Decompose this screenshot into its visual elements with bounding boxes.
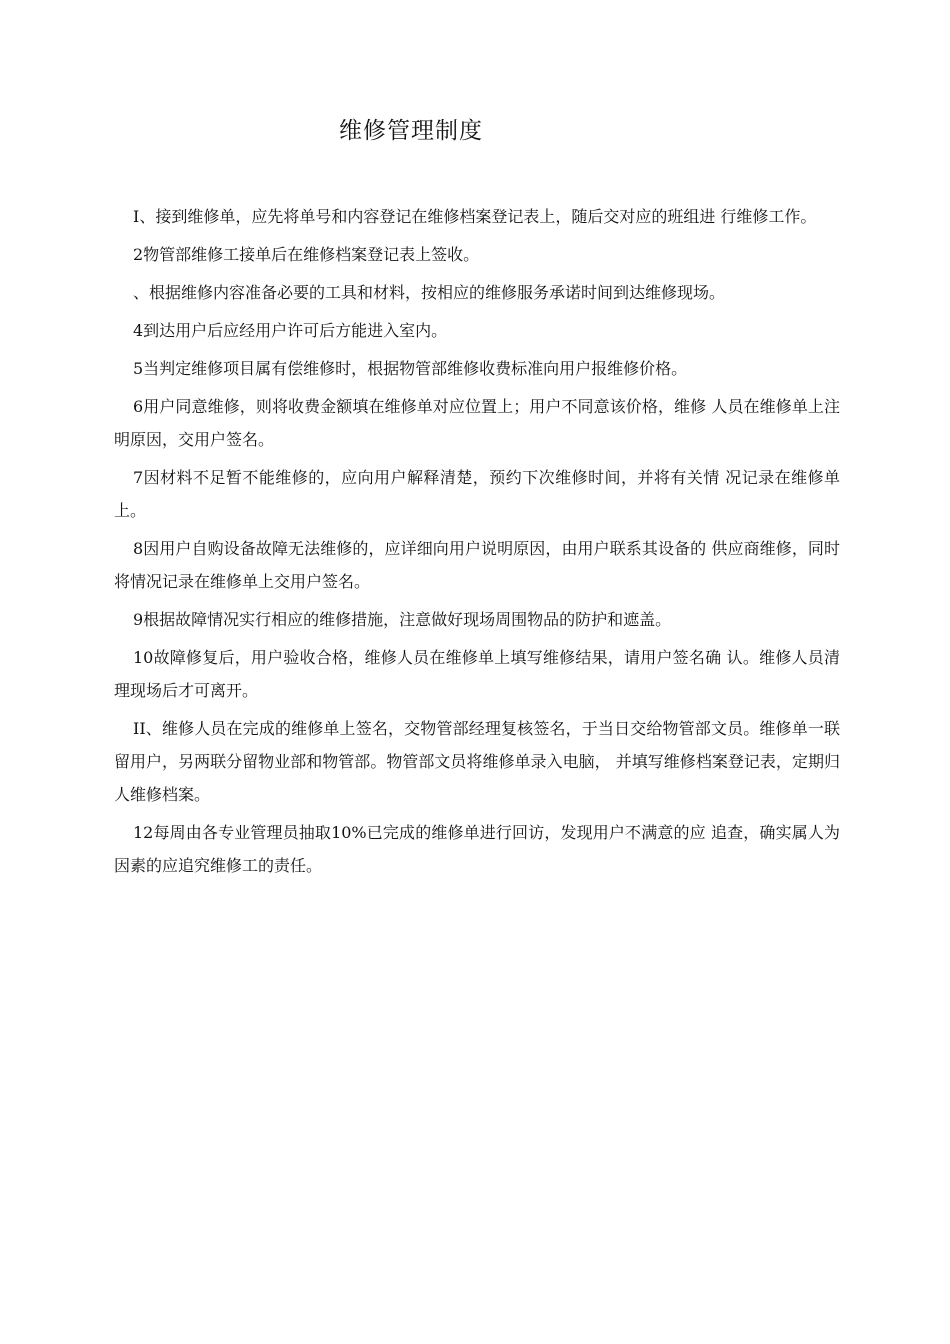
paragraph-7: 7因材料不足暂不能维修的，应向用户解释清楚，预约下次维修时间，并将有关情 况记录在维修单上。 [114, 468, 840, 520]
document-body [114, 200, 840, 887]
paragraph-5: 5当判定维修项目属有偿维修时，根据物管部维修收费标准向用户报维修价格。 [133, 359, 688, 378]
paragraph-6: 6用户同意维修，则将收费金额填在维修单对应位置上；用户不同意该价格，维修 人员在维修单上注明原因，交用户签名。 [114, 397, 840, 449]
paragraph-11: II、维修人员在完成的维修单上签名，交物管部经理复核签名，于当日交给物管部文员。维修单一联留用户，另两联分留物业部和物管部。物管部文员将维修单录入电脑， 并填写维修档案登记表，定期归人维修档案。 [114, 719, 840, 804]
paragraph-3: 、根据维修内容准备必要的工具和材料，按相应的维修服务承诺时间到达维修现场。 [133, 283, 726, 302]
paragraph-8: 8因用户自购设备故障无法维修的，应详细向用户说明原因，由用户联系其设备的 供应商维修，同时将情况记录在维修单上交用户签名。 [114, 539, 840, 591]
paragraph-4: 4到达用户后应经用户许可后方能进入室内。 [133, 321, 448, 340]
paragraph-1: I、接到维修单，应先将单号和内容登记在维修档案登记表上，随后交对应的班组进 行维修工作。 [133, 207, 817, 226]
paragraph-2: 2物管部维修工接单后在维修档案登记表上签收。 [133, 245, 480, 264]
document-title: 维修管理制度 [339, 118, 483, 144]
paragraph-10: 10故障修复后，用户验收合格，维修人员在维修单上填写维修结果，请用户签名确 认。维修人员清理现场后才可离开。 [114, 648, 840, 700]
paragraph-12: 12每周由各专业管理员抽取10%已完成的维修单进行回访，发现用户不满意的应 追查，确实属人为因素的应追究维修工的责任。 [114, 823, 840, 875]
paragraph-9: 9根据故障情况实行相应的维修措施，注意做好现场周围物品的防护和遮盖。 [133, 610, 672, 629]
